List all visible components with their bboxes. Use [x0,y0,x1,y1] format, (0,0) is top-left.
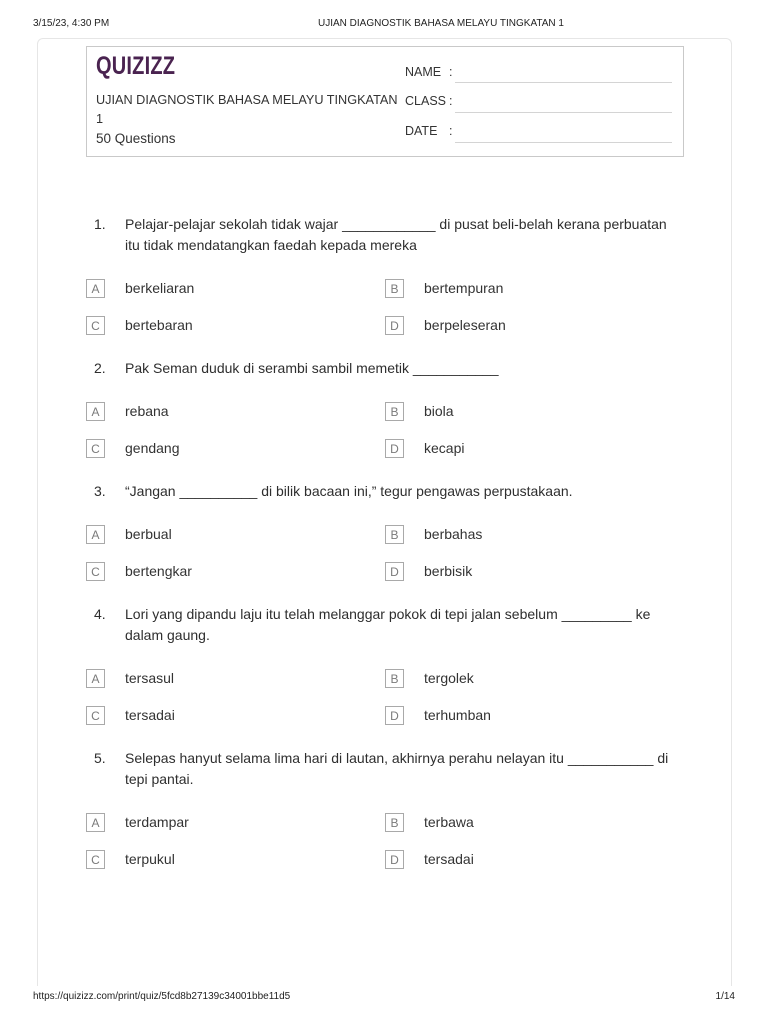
option-text: terbawa [424,814,474,830]
option-a [86,393,385,430]
answer-options [86,660,684,734]
question-number: 2. [94,360,106,376]
print-url: https://quizizz.com/print/quiz/5fcd8b27139c34001bbe11d5 [33,991,291,1002]
date-write-line [455,142,672,143]
question-4 [86,604,684,734]
option-text: berbisik [424,563,473,579]
option-text: berkeliaran [125,280,195,296]
option-letter-box: C [86,439,105,458]
question-2 [86,358,684,467]
option-letter-box: D [385,439,404,458]
option-text: tersadai [424,851,474,867]
option-b [385,516,684,553]
option-c [86,430,385,467]
print-document-title: UJIAN DIAGNOSTIK BAHASA MELAYU TINGKATAN 1 [318,18,564,29]
option-text: kecapi [424,440,465,456]
option-letter-box: A [86,402,105,421]
option-text: bertengkar [125,563,192,579]
question-text: Pak Seman duduk di serambi sambil memetik ___________ [125,360,499,376]
option-text: terpukul [125,851,175,867]
question-text: Selepas hanyut selama lima hari di lautan, akhirnya perahu nelayan itu ___________ di tepi pantai. [125,750,669,787]
option-d [385,697,684,734]
class-label: CLASS [405,94,446,108]
option-b [385,804,684,841]
quizizz-logo: QUIZIZZ [96,52,176,81]
option-b [385,393,684,430]
option-d [385,841,684,878]
question-text: “Jangan __________ di bilik bacaan ini,” tegur pengawas perpustakaan. [125,483,573,499]
option-d [385,307,684,344]
option-letter-box: C [86,562,105,581]
option-a [86,804,385,841]
quiz-info [96,91,408,148]
option-letter-box: A [86,813,105,832]
option-text: rebana [125,403,169,419]
option-a [86,660,385,697]
option-text: berpeleseran [424,317,506,333]
option-c [86,553,385,590]
question-3 [86,481,684,590]
option-text: biola [424,403,454,419]
answer-options [86,804,684,878]
print-datetime: 3/15/23, 4:30 PM [33,18,110,29]
question-number: 3. [94,483,106,499]
option-c [86,841,385,878]
option-text: berbahas [424,526,483,542]
option-letter-box: B [385,813,404,832]
option-letter-box: D [385,850,404,869]
option-a [86,270,385,307]
question-number: 4. [94,606,106,622]
option-text: tergolek [424,670,474,686]
question-5 [86,748,684,878]
question-list [86,214,684,892]
option-b [385,270,684,307]
option-d [385,553,684,590]
option-d [385,430,684,467]
question-number: 1. [94,216,106,232]
print-page-number: 1/14 [715,991,735,1002]
question-count: 50 Questions [96,131,176,146]
name-colon: : [449,65,453,79]
quiz-title: UJIAN DIAGNOSTIK BAHASA MELAYU TINGKATAN 1 [96,93,398,126]
option-letter-box: C [86,316,105,335]
option-letter-box: A [86,525,105,544]
question-1 [86,214,684,344]
option-letter-box: C [86,706,105,725]
option-text: terdampar [125,814,189,830]
option-b [385,660,684,697]
date-label: DATE [405,124,438,138]
option-letter-box: B [385,669,404,688]
option-text: tersasul [125,670,175,686]
option-a [86,516,385,553]
option-letter-box: D [385,562,404,581]
option-letter-box: D [385,706,404,725]
option-text: tersadai [125,707,175,723]
option-text: bertempuran [424,280,504,296]
question-number: 5. [94,750,106,766]
answer-options [86,516,684,590]
class-write-line [455,112,672,113]
option-letter-box: B [385,402,404,421]
option-text: gendang [125,440,180,456]
option-letter-box: A [86,279,105,298]
answer-options [86,270,684,344]
date-colon: : [449,124,453,138]
option-letter-box: C [86,850,105,869]
option-c [86,307,385,344]
option-letter-box: B [385,525,404,544]
name-label: NAME [405,65,442,79]
question-text: Pelajar-pelajar sekolah tidak wajar ____________ di pusat beli-belah kerana perbuatan itu tidak mendatangkan faedah kepada mereka [125,216,667,253]
option-letter-box: A [86,669,105,688]
class-colon: : [449,94,453,108]
answer-options [86,393,684,467]
option-text: bertebaran [125,317,193,333]
quiz-header [86,46,684,157]
option-letter-box: D [385,316,404,335]
name-write-line [455,82,672,83]
option-letter-box: B [385,279,404,298]
option-c [86,697,385,734]
option-text: berbual [125,526,172,542]
option-text: terhumban [424,707,491,723]
question-text: Lori yang dipandu laju itu telah melanggar pokok di tepi jalan sebelum _________ ke dalam gaung. [125,606,651,643]
